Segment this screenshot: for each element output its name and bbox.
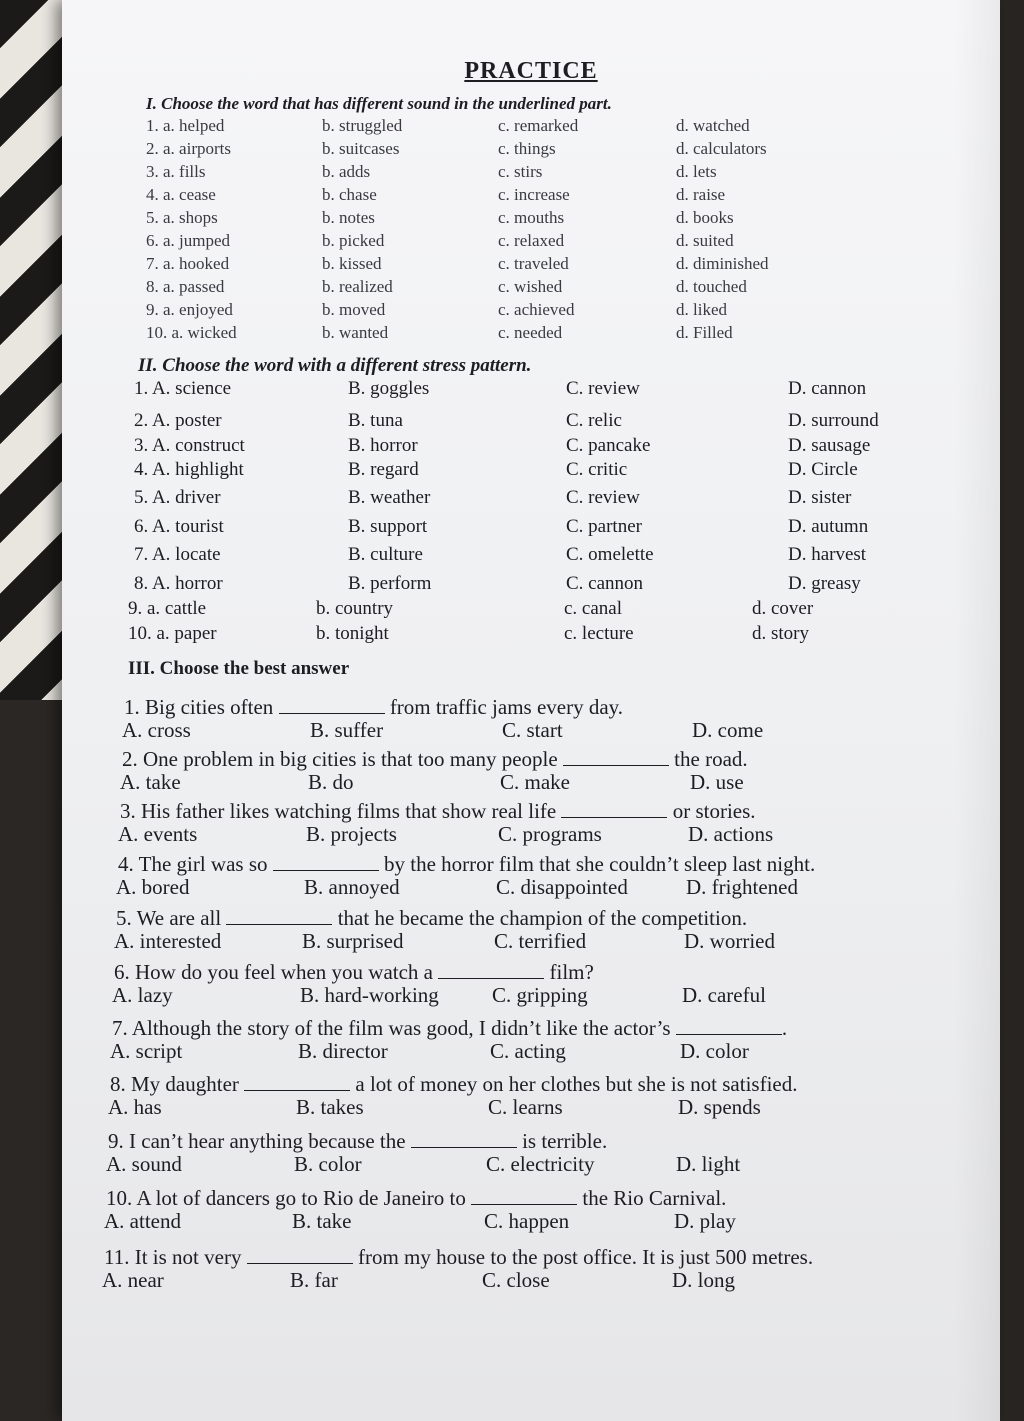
option-c: C. relic: [566, 410, 622, 431]
option-a: 1. a. helped: [146, 116, 225, 135]
answer-option-b[interactable]: B. projects: [306, 822, 397, 846]
option-b: B. horror: [348, 435, 418, 456]
option-b: b. country: [316, 598, 394, 619]
option-a: 5. a. shops: [146, 208, 218, 227]
question-text: 1. Big cities often: [124, 695, 279, 719]
answer-option-a[interactable]: A. interested: [114, 929, 222, 953]
option-d: d. books: [676, 208, 734, 227]
option-b: B. regard: [348, 459, 419, 480]
answer-option-b[interactable]: B. takes: [296, 1095, 364, 1119]
option-b: B. tuna: [348, 410, 403, 431]
option-d: D. greasy: [788, 573, 861, 594]
answer-blank[interactable]: [279, 692, 385, 714]
option-a: 10. a. wicked: [146, 323, 237, 342]
answer-option-b[interactable]: B. far: [290, 1268, 338, 1292]
option-d: d. story: [752, 623, 809, 644]
option-d: D. surround: [788, 410, 879, 431]
answer-option-b[interactable]: B. director: [298, 1039, 388, 1063]
question-text-end: by the horror film that she couldn’t sleep last night.: [378, 852, 816, 876]
section-3-heading: III. Choose the best answer: [128, 658, 350, 679]
answer-option-d[interactable]: D. come: [692, 718, 764, 742]
option-b: b. tonight: [316, 623, 389, 644]
option-c: C. pancake: [566, 435, 651, 456]
question-text: 10. A lot of dancers go to Rio de Janeiro to: [106, 1186, 472, 1210]
option-b: b. suitcases: [322, 139, 400, 158]
option-a: 6. a. jumped: [146, 231, 231, 250]
answer-option-a[interactable]: A. near: [102, 1268, 164, 1292]
option-b: b. realized: [322, 277, 393, 296]
question-text: 8. My daughter: [110, 1072, 245, 1096]
section-1-heading: I. Choose the word that has different sound in the underlined part.: [146, 94, 612, 113]
option-c: c. increase: [498, 185, 570, 204]
option-d: d. watched: [676, 116, 750, 135]
option-d: D. sister: [788, 487, 852, 508]
answer-blank[interactable]: [561, 796, 667, 818]
option-b: b. moved: [322, 300, 386, 319]
answer-option-d[interactable]: D. use: [690, 770, 744, 794]
answer-option-c[interactable]: C. make: [500, 770, 570, 794]
question-line: [112, 1013, 787, 1041]
question-text: 6. How do you feel when you watch a: [114, 960, 439, 984]
answer-blank[interactable]: [247, 1242, 353, 1264]
option-b: b. kissed: [322, 254, 382, 273]
option-a: 3. A. construct: [134, 435, 245, 456]
option-c: c. remarked: [498, 116, 579, 135]
question-text: 11. It is not very: [104, 1245, 247, 1269]
question-text-end: that he became the champion of the competition.: [332, 906, 748, 930]
answer-option-d[interactable]: D. color: [680, 1039, 749, 1063]
question-line: [108, 1126, 607, 1154]
option-a: 9. a. enjoyed: [146, 300, 233, 319]
option-c: c. canal: [564, 598, 623, 619]
answer-blank[interactable]: [438, 957, 544, 979]
option-a: 5. A. driver: [134, 487, 221, 508]
answer-option-b[interactable]: B. take: [292, 1209, 352, 1233]
answer-blank[interactable]: [563, 744, 669, 766]
answer-option-c[interactable]: C. gripping: [492, 983, 588, 1007]
question-text-end: is terrible.: [516, 1129, 608, 1153]
answer-blank[interactable]: [411, 1126, 517, 1148]
option-b: B. goggles: [348, 378, 430, 399]
answer-option-c[interactable]: C. electricity: [486, 1152, 595, 1176]
question-text-end: .: [781, 1016, 788, 1040]
answer-option-a[interactable]: A. cross: [122, 718, 191, 742]
question-text-end: a lot of money on her clothes but she is not satisfied.: [350, 1072, 798, 1096]
option-a: 2. a. airports: [146, 139, 231, 158]
answer-option-d[interactable]: D. light: [676, 1152, 741, 1176]
option-a: 9. a. cattle: [128, 598, 207, 619]
question-text-end: or stories.: [667, 799, 756, 823]
option-c: c. relaxed: [498, 231, 565, 250]
section-2-heading: II. Choose the word with a different stress pattern.: [138, 355, 532, 376]
option-d: d. suited: [676, 231, 734, 250]
option-d: d. diminished: [676, 254, 769, 273]
option-a: 4. a. cease: [146, 185, 216, 204]
question-text: 9. I can’t hear anything because the: [108, 1129, 411, 1153]
answer-option-d[interactable]: D. careful: [682, 983, 766, 1007]
answer-option-a[interactable]: A. has: [108, 1095, 162, 1119]
question-line: [124, 692, 623, 720]
option-b: b. wanted: [322, 323, 389, 342]
answer-option-d[interactable]: D. worried: [684, 929, 775, 953]
option-d: d. raise: [676, 185, 726, 204]
answer-option-c[interactable]: C. acting: [490, 1039, 566, 1063]
answer-option-a[interactable]: A. attend: [104, 1209, 181, 1233]
answer-option-b[interactable]: B. surprised: [302, 929, 404, 953]
option-a: 8. a. passed: [146, 277, 225, 296]
option-a: 7. a. hooked: [146, 254, 230, 273]
option-d: d. touched: [676, 277, 747, 296]
option-d: d. lets: [676, 162, 717, 181]
answer-blank[interactable]: [273, 849, 379, 871]
option-c: c. lecture: [564, 623, 634, 644]
option-c: c. stirs: [498, 162, 543, 181]
answer-blank[interactable]: [226, 903, 332, 925]
option-c: C. review: [566, 378, 640, 399]
option-c: c. things: [498, 139, 556, 158]
option-d: D. harvest: [788, 544, 867, 565]
option-c: c. needed: [498, 323, 563, 342]
option-d: d. cover: [752, 598, 814, 619]
option-c: C. cannon: [566, 573, 644, 594]
page-title: PRACTICE: [464, 58, 598, 84]
question-line: [116, 903, 747, 931]
option-d: d. calculators: [676, 139, 767, 158]
option-b: b. struggled: [322, 116, 403, 135]
option-a: 1. A. science: [134, 378, 232, 399]
option-a: 3. a. fills: [146, 162, 206, 181]
option-d: D. Circle: [788, 459, 858, 480]
option-b: b. picked: [322, 231, 385, 250]
answer-option-a[interactable]: A. lazy: [112, 983, 173, 1007]
option-c: c. wished: [498, 277, 563, 296]
option-b: b. chase: [322, 185, 377, 204]
answer-option-b[interactable]: B. suffer: [310, 718, 384, 742]
answer-option-d[interactable]: D. long: [672, 1268, 735, 1292]
worksheet-content: [62, 0, 1000, 1421]
answer-option-c[interactable]: C. terrified: [494, 929, 587, 953]
answer-option-c[interactable]: C. disappointed: [496, 875, 628, 899]
option-b: B. support: [348, 516, 428, 537]
option-c: C. review: [566, 487, 640, 508]
answer-option-c[interactable]: C. happen: [484, 1209, 570, 1233]
answer-option-a[interactable]: A. take: [120, 770, 181, 794]
question-text: 7. Although the story of the film was good, I didn’t like the actor’s: [112, 1016, 676, 1040]
option-a: 8. A. horror: [134, 573, 223, 594]
question-text: 5. We are all: [116, 906, 227, 930]
question-text-end: from my house to the post office. It is just 500 metres.: [352, 1245, 814, 1269]
option-b: b. adds: [322, 162, 371, 181]
option-a: 7. A. locate: [134, 544, 221, 565]
question-text-end: from traffic jams every day.: [384, 695, 624, 719]
option-b: b. notes: [322, 208, 375, 227]
question-line: [104, 1242, 813, 1270]
answer-blank[interactable]: [471, 1183, 577, 1205]
option-c: c. traveled: [498, 254, 569, 273]
option-b: B. perform: [348, 573, 432, 594]
option-b: B. weather: [348, 487, 431, 508]
question-text-end: the road.: [668, 747, 748, 771]
question-text: 3. His father likes watching films that show real life: [120, 799, 562, 823]
option-d: d. Filled: [676, 323, 733, 342]
question-line: [120, 796, 756, 824]
option-a: 4. A. highlight: [134, 459, 244, 480]
answer-blank[interactable]: [244, 1069, 350, 1091]
option-d: d. liked: [676, 300, 727, 319]
answer-option-a[interactable]: A. events: [118, 822, 198, 846]
option-a: 6. A. tourist: [134, 516, 224, 537]
option-c: C. critic: [566, 459, 628, 480]
question-text-end: film?: [544, 960, 594, 984]
option-a: 10. a. paper: [128, 623, 217, 644]
option-b: B. culture: [348, 544, 423, 565]
answer-option-d[interactable]: D. play: [674, 1209, 736, 1233]
answer-option-a[interactable]: A. sound: [106, 1152, 182, 1176]
option-a: 2. A. poster: [134, 410, 222, 431]
answer-option-d[interactable]: D. frightened: [686, 875, 798, 899]
answer-option-c[interactable]: C. start: [502, 718, 563, 742]
answer-option-a[interactable]: A. bored: [116, 875, 190, 899]
option-d: D. autumn: [788, 516, 869, 537]
answer-option-c[interactable]: C. learns: [488, 1095, 563, 1119]
option-c: c. achieved: [498, 300, 575, 319]
answer-option-d[interactable]: D. actions: [688, 822, 774, 846]
answer-option-b[interactable]: B. color: [294, 1152, 362, 1176]
answer-option-b[interactable]: B. do: [308, 770, 354, 794]
option-c: C. omelette: [566, 544, 654, 565]
question-line: [122, 744, 748, 772]
answer-option-d[interactable]: D. spends: [678, 1095, 761, 1119]
question-text: 4. The girl was so: [118, 852, 273, 876]
answer-option-a[interactable]: A. script: [110, 1039, 183, 1063]
option-c: c. mouths: [498, 208, 565, 227]
question-text: 2. One problem in big cities is that too many people: [122, 747, 563, 771]
answer-option-b[interactable]: B. annoyed: [304, 875, 400, 899]
option-d: D. sausage: [788, 435, 871, 456]
option-c: C. partner: [566, 516, 642, 537]
question-line: [114, 957, 594, 985]
question-line: [110, 1069, 798, 1097]
answer-blank[interactable]: [676, 1013, 782, 1035]
answer-option-c[interactable]: C. close: [482, 1268, 550, 1292]
question-line: [118, 849, 815, 877]
option-d: D. cannon: [788, 378, 867, 399]
answer-option-c[interactable]: C. programs: [498, 822, 602, 846]
answer-option-b[interactable]: B. hard-working: [300, 983, 439, 1007]
question-line: [106, 1183, 726, 1211]
question-text-end: the Rio Carnival.: [577, 1186, 727, 1210]
